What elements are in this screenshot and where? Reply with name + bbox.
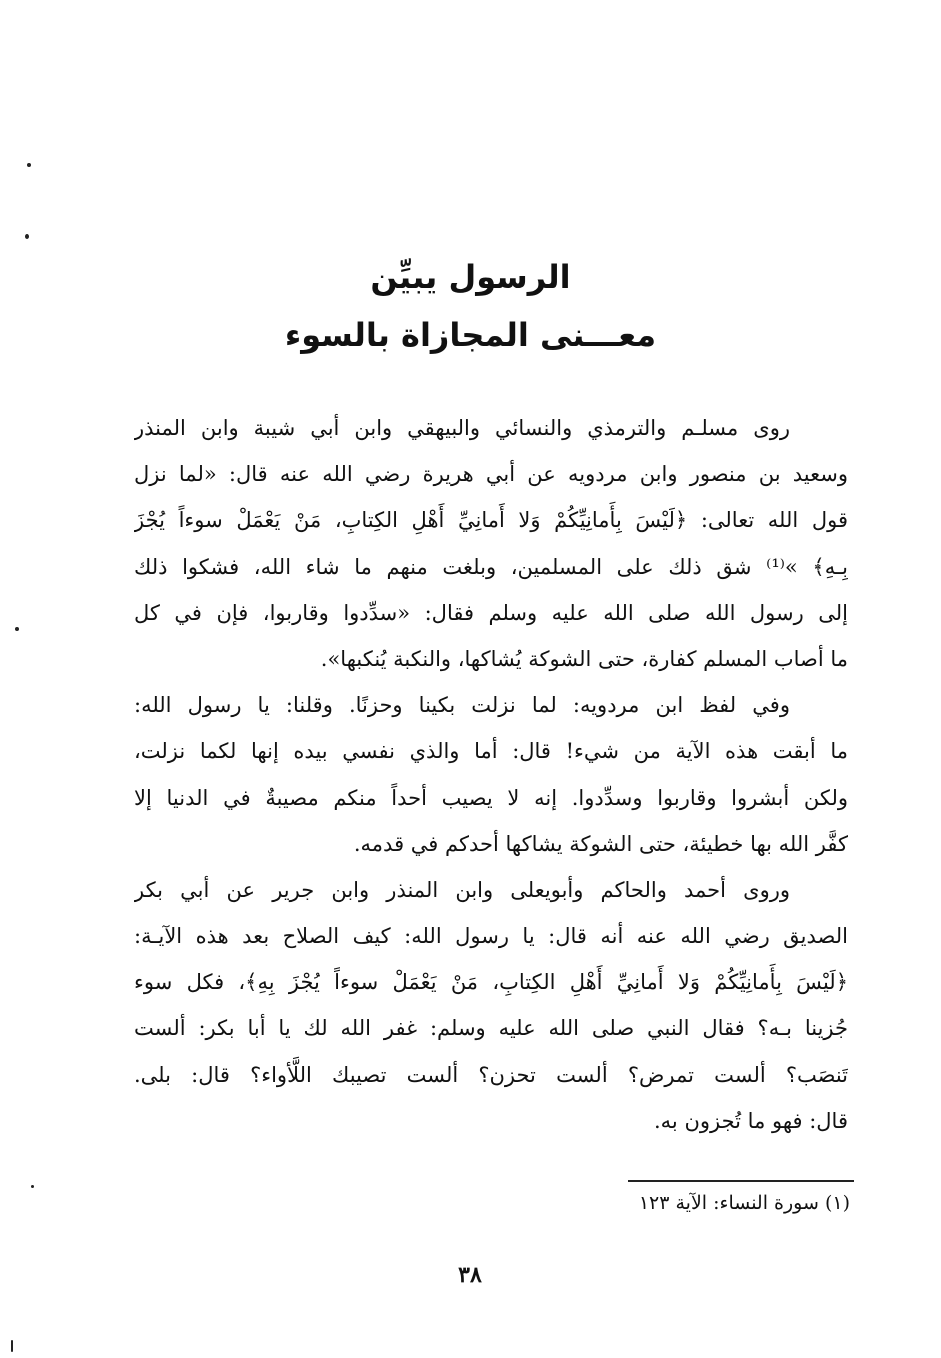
body-line: جُزينا بـه؟ فقال النبي صلى الله عليه وسلم: غفر الله لك يا أبا بكر: ألست xyxy=(134,1016,848,1041)
footnote: (١) سورة النساء: الآية ١٢٣ xyxy=(638,1192,850,1214)
body-line: بِـهِ﴾ »⁽¹⁾ شق ذلك على المسلمين، وبلغت منهم ما شاء الله، فشكوا ذلك xyxy=(134,554,848,579)
body-line: كفَّر الله بها خطيئة، حتى الشوكة يشاكها أحدكم في قدمه. xyxy=(353,831,848,856)
body-line: روى مسلـم والترمذي والنسائي والبيهقي وابن أبي شيبة وابن المنذر xyxy=(134,416,790,440)
scan-speck xyxy=(31,1185,34,1188)
scan-speck xyxy=(15,627,19,631)
body-line: ولكن أبشروا وقاربوا وسدِّدوا. إنه لا يصيب أحداً منكم مصيبةٌ في الدنيا إلا xyxy=(134,785,848,810)
body-line: ما أبقت هذه الآية من شيء! قال: أما والذي نفسي بيده إنها لكما نزلت، xyxy=(134,739,848,764)
page-number: ٣٨ xyxy=(458,1262,482,1288)
body-line: وفي لفظ ابن مردويه: لما نزلت بكينا وحزنًا. وقلنا: يا رسول الله: xyxy=(134,693,790,718)
body-line: قال: فهو ما تُجزون به. xyxy=(653,1108,848,1133)
title-line-2: معـــنى المجازاة بالسوء xyxy=(284,316,657,354)
scan-speck xyxy=(27,163,31,167)
body-line: وروى أحمد والحاكم وأبويعلى وابن المنذر وابن جرير عن أبي بكر xyxy=(134,877,790,902)
scan-speck xyxy=(25,234,29,239)
scan-speck xyxy=(11,1340,13,1352)
title-line-1: الرسول يبيِّن xyxy=(370,258,571,296)
body-line: ﴿لَيْسَ بِأَمانِيِّكُمْ وَلا أَمانِيِّ أَهْلِ الكِتابِ، مَنْ يَعْمَلْ سوءاً يُجْزَ بِهِ﴾، فكل سوء xyxy=(134,970,848,995)
body-line: وسعيد بن منصور وابن مردويه عن أبي هريرة رضي الله عنه قال: «لما نزل xyxy=(134,462,848,487)
body-line: إلى رسول الله صلى الله عليه وسلم فقال: «سدِّدوا وقاربوا، فإن في كل xyxy=(134,600,848,625)
footnote-divider xyxy=(628,1180,854,1182)
body-line: قول الله تعالى: ﴿لَيْسَ بِأَمانِيِّكُمْ وَلا أَمانِيِّ أَهْلِ الكِتابِ، مَنْ يَعْمَلْ سوءاً يُجْزَ xyxy=(134,508,848,533)
body-text xyxy=(134,405,848,1144)
body-line: الصديق رضي الله عنه أنه قال: يا رسول الله: كيف الصلاح بعد هذه الآيـة: xyxy=(134,924,848,949)
body-line: تَنصَب؟ ألست تمرض؟ ألست تحزن؟ ألست تصيبك اللَّأواء؟ قال: بلى. xyxy=(134,1062,848,1087)
body-line: ما أصاب المسلم كفارة، حتى الشوكة يُشاكها، والنكبة يُنكبها». xyxy=(320,646,848,671)
